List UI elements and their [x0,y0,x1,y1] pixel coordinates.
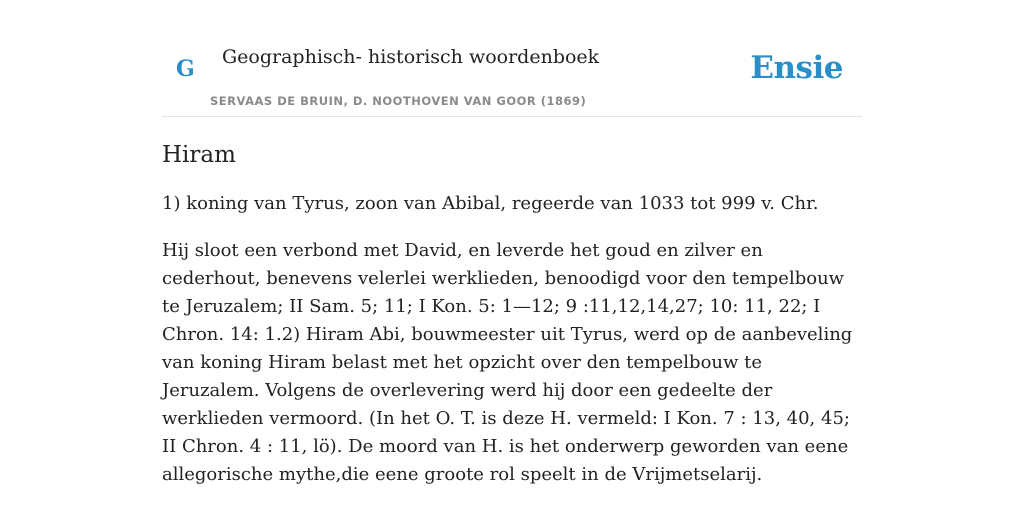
entry-headword: Hiram [162,142,236,168]
entry-paragraph: Hij sloot een verbond met David, en leverde het goud en zilver en cederhout, benevens velerlei werklieden, benoodigd voor den tempelbouw te Jeruzalem; II Sam. 5; 11; I Kon. 5: 1—12; 9 :11,12,14,27; 10: 11, 22; I Chron. 14: 1.2) Hiram Abi, bouwmeester uit Tyrus, werd op de aanbeveling van koning Hiram belast met het opzicht over den tempelbouw te Jeruzalem. Volgens de overlevering werd hij door een gedeelte der werklieden vermoord. (In het O. T. is deze H. vermeld: I Kon. 7 : 13, 40, 45; II Chron. 4 : 11, lö). De moord van H. is het onderwerp geworden van eene allegorische mythe,die eene groote rol speelt in de Vrijmetselarij. [162,240,853,485]
entry-paragraph: 1) koning van Tyrus, zoon van Abibal, regeerde van 1033 tot 999 v. Chr. [162,193,819,214]
header [162,0,862,117]
brand-logo-link[interactable]: Ensie [750,50,843,86]
entry-content [162,140,862,508]
book-authors: SERVAAS DE BRUIN, D. NOOTHOVEN VAN GOOR (1869) [210,94,587,108]
book-title-link[interactable]: Geographisch- historisch woordenboek [222,46,600,68]
book-letter-badge[interactable]: G [176,56,195,82]
